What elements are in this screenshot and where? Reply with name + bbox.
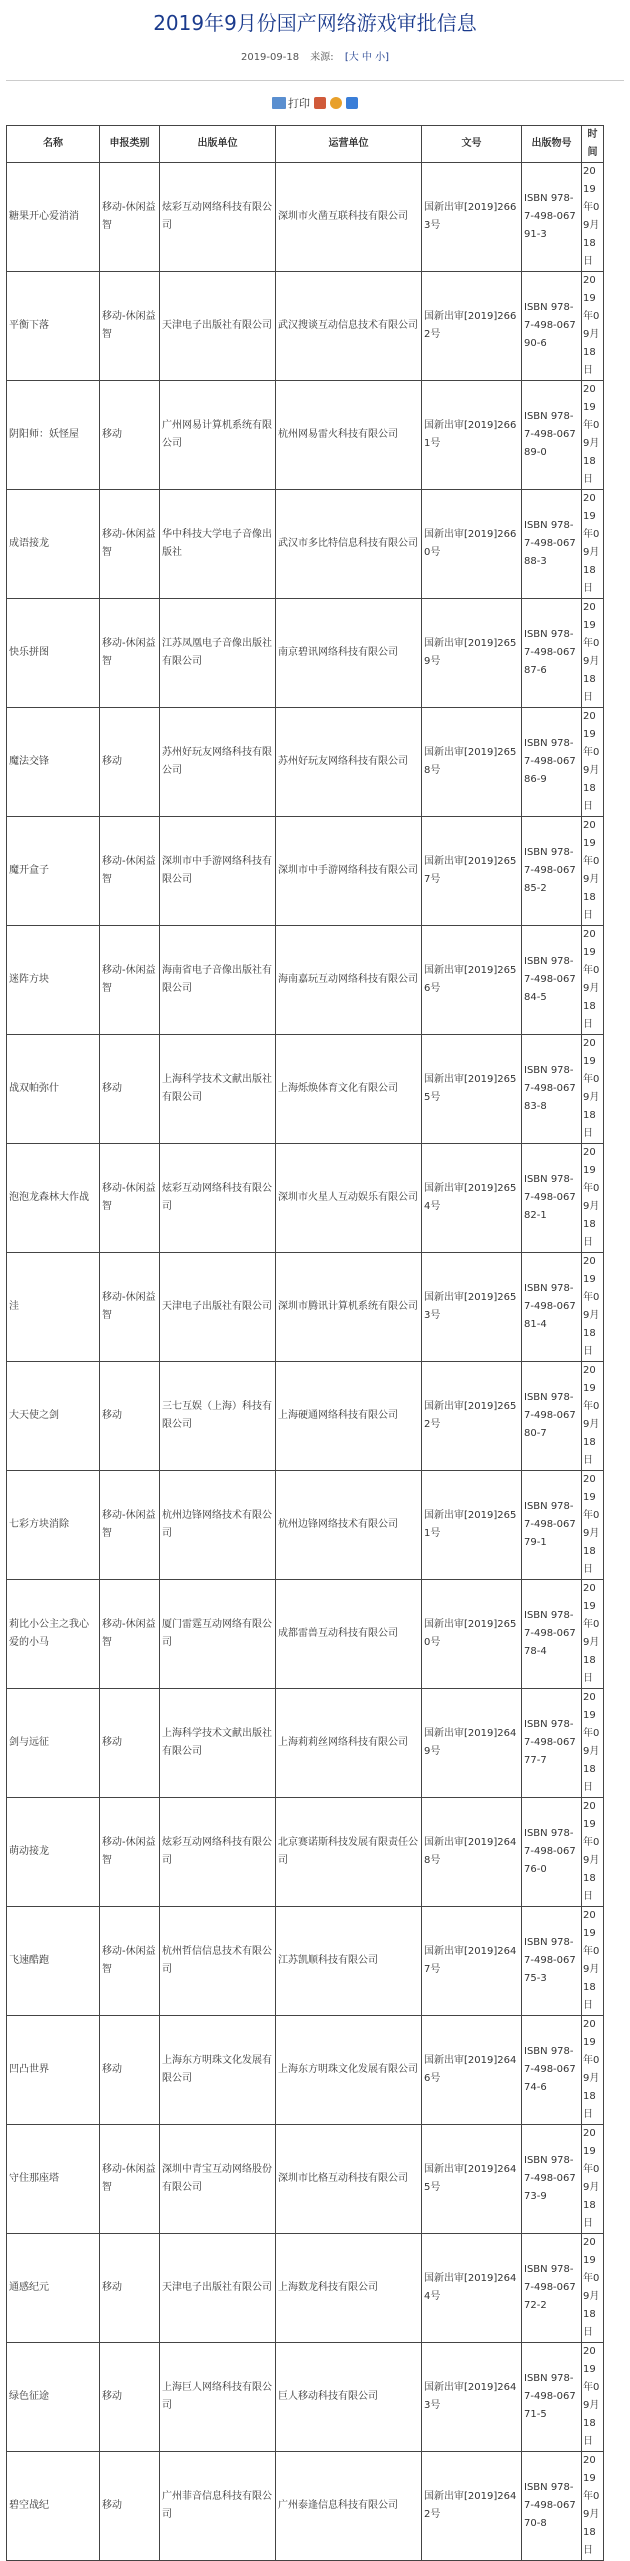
date-cell: 2019年09月18日: [582, 1035, 604, 1144]
date-cell: 2019年09月18日: [582, 381, 604, 490]
operator-cell: 深圳市中手游网络科技有限公司: [276, 817, 422, 926]
approval-table: [6, 125, 604, 2561]
operator-cell: 上海数龙科技有限公司: [276, 2234, 422, 2343]
publisher-cell: 厦门雷霆互动网络有限公司: [160, 1580, 276, 1689]
table-row: [7, 2452, 604, 2561]
category-cell: 移动-休闲益智: [100, 490, 160, 599]
operator-cell: 深圳市火凿互联科技有限公司: [276, 163, 422, 272]
publisher-cell: 华中科技大学电子音像出版社: [160, 490, 276, 599]
isbn-cell: ISBN 978-7-498-06786-9: [522, 708, 582, 817]
date-cell: 2019年09月18日: [582, 1907, 604, 2016]
article-meta: [0, 50, 630, 66]
date-cell: 2019年09月18日: [582, 1580, 604, 1689]
table-row: [7, 2016, 604, 2125]
publisher-cell: 上海科学技术文献出版社有限公司: [160, 1689, 276, 1798]
category-cell: 移动: [100, 2452, 160, 2561]
approval-number-cell: 国新出审[2019]2644号: [422, 2234, 522, 2343]
publisher-cell: 炫彩互动网络科技有限公司: [160, 163, 276, 272]
approval-number-cell: 国新出审[2019]2642号: [422, 2452, 522, 2561]
isbn-cell: ISBN 978-7-498-06779-1: [522, 1471, 582, 1580]
approval-number-cell: 国新出审[2019]2658号: [422, 708, 522, 817]
category-cell: 移动-休闲益智: [100, 926, 160, 1035]
table-row: [7, 1798, 604, 1907]
date-cell: 2019年09月18日: [582, 817, 604, 926]
operator-cell: 巨人移动科技有限公司: [276, 2343, 422, 2452]
isbn-cell: ISBN 978-7-498-06776-0: [522, 1798, 582, 1907]
operator-cell: 深圳市腾讯计算机系统有限公司: [276, 1253, 422, 1362]
date-cell: 2019年09月18日: [582, 490, 604, 599]
isbn-cell: ISBN 978-7-498-06783-8: [522, 1035, 582, 1144]
category-cell: 移动-休闲益智: [100, 1253, 160, 1362]
publisher-cell: 上海科学技术文献出版社有限公司: [160, 1035, 276, 1144]
isbn-cell: ISBN 978-7-498-06785-2: [522, 817, 582, 926]
approval-number-cell: 国新出审[2019]2652号: [422, 1362, 522, 1471]
category-cell: 移动: [100, 2234, 160, 2343]
operator-cell: 上海烁焕体育文化有限公司: [276, 1035, 422, 1144]
isbn-cell: ISBN 978-7-498-06773-9: [522, 2125, 582, 2234]
isbn-cell: ISBN 978-7-498-06784-5: [522, 926, 582, 1035]
category-cell: 移动-休闲益智: [100, 1471, 160, 1580]
date-cell: 2019年09月18日: [582, 2125, 604, 2234]
date-cell: 2019年09月18日: [582, 2343, 604, 2452]
column-header: 出版单位: [160, 126, 276, 163]
category-cell: 移动: [100, 708, 160, 817]
date-cell: 2019年09月18日: [582, 2234, 604, 2343]
operator-cell: 杭州网易雷火科技有限公司: [276, 381, 422, 490]
operator-cell: 南京碧讯网络科技有限公司: [276, 599, 422, 708]
operator-cell: 成都雷兽互动科技有限公司: [276, 1580, 422, 1689]
approval-number-cell: 国新出审[2019]2661号: [422, 381, 522, 490]
publisher-cell: 广州网易计算机系统有限公司: [160, 381, 276, 490]
approval-number-cell: 国新出审[2019]2645号: [422, 2125, 522, 2234]
publisher-cell: 天津电子出版社有限公司: [160, 272, 276, 381]
isbn-cell: ISBN 978-7-498-06782-1: [522, 1144, 582, 1253]
category-cell: 移动-休闲益智: [100, 163, 160, 272]
game-name-cell: 快乐拼图: [7, 599, 100, 708]
game-name-cell: 飞速酷跑: [7, 1907, 100, 2016]
table-row: [7, 2234, 604, 2343]
publisher-cell: 深圳中青宝互动网络股份有限公司: [160, 2125, 276, 2234]
game-name-cell: 通感纪元: [7, 2234, 100, 2343]
date-cell: 2019年09月18日: [582, 272, 604, 381]
isbn-cell: ISBN 978-7-498-06791-3: [522, 163, 582, 272]
publisher-cell: 天津电子出版社有限公司: [160, 2234, 276, 2343]
isbn-cell: ISBN 978-7-498-06778-4: [522, 1580, 582, 1689]
table-row: [7, 1253, 604, 1362]
table-row: [7, 2343, 604, 2452]
operator-cell: 北京赛诺斯科技发展有限责任公司: [276, 1798, 422, 1907]
game-name-cell: 平衡下落: [7, 272, 100, 381]
game-name-cell: 七彩方块消除: [7, 1471, 100, 1580]
publisher-cell: 海南省电子音像出版社有限公司: [160, 926, 276, 1035]
approval-number-cell: 国新出审[2019]2650号: [422, 1580, 522, 1689]
table-row: [7, 708, 604, 817]
operator-cell: 海南嘉玩互动网络科技有限公司: [276, 926, 422, 1035]
approval-number-cell: 国新出审[2019]2643号: [422, 2343, 522, 2452]
game-name-cell: 凹凸世界: [7, 2016, 100, 2125]
column-header: 时间: [582, 126, 604, 163]
category-cell: 移动: [100, 1035, 160, 1144]
game-name-cell: 剑与远征: [7, 1689, 100, 1798]
column-header: 出版物号: [522, 126, 582, 163]
date-cell: 2019年09月18日: [582, 708, 604, 817]
column-header: 申报类别: [100, 126, 160, 163]
date-cell: 2019年09月18日: [582, 1471, 604, 1580]
table-row: [7, 1689, 604, 1798]
game-name-cell: 阴阳师：妖怪屋: [7, 381, 100, 490]
date-cell: 2019年09月18日: [582, 926, 604, 1035]
isbn-cell: ISBN 978-7-498-06770-8: [522, 2452, 582, 2561]
publish-date: 2019-09-18: [240, 52, 300, 63]
table-row: [7, 1580, 604, 1689]
game-name-cell: 绿色征途: [7, 2343, 100, 2452]
game-name-cell: 洼: [7, 1253, 100, 1362]
table-row: [7, 1471, 604, 1580]
game-name-cell: 战双帕弥什: [7, 1035, 100, 1144]
category-cell: 移动: [100, 2016, 160, 2125]
table-row: [7, 272, 604, 381]
column-header: 运营单位: [276, 126, 422, 163]
category-cell: 移动-休闲益智: [100, 1907, 160, 2016]
operator-cell: 杭州边锋网络技术有限公司: [276, 1471, 422, 1580]
table-row: [7, 2125, 604, 2234]
printer-icon: [272, 97, 286, 109]
game-name-cell: 泡泡龙森林大作战: [7, 1144, 100, 1253]
category-cell: 移动: [100, 381, 160, 490]
date-cell: 2019年09月18日: [582, 163, 604, 272]
isbn-cell: ISBN 978-7-498-06777-7: [522, 1689, 582, 1798]
approval-number-cell: 国新出审[2019]2648号: [422, 1798, 522, 1907]
isbn-cell: ISBN 978-7-498-06772-2: [522, 2234, 582, 2343]
category-cell: 移动-休闲益智: [100, 1580, 160, 1689]
operator-cell: 苏州好玩友网络科技有限公司: [276, 708, 422, 817]
approval-number-cell: 国新出审[2019]2660号: [422, 490, 522, 599]
operator-cell: 广州泰逢信息科技有限公司: [276, 2452, 422, 2561]
approval-number-cell: 国新出审[2019]2662号: [422, 272, 522, 381]
print-button[interactable]: [272, 95, 310, 111]
isbn-cell: ISBN 978-7-498-06790-6: [522, 272, 582, 381]
isbn-cell: ISBN 978-7-498-06789-0: [522, 381, 582, 490]
isbn-cell: ISBN 978-7-498-06781-4: [522, 1253, 582, 1362]
share-toolbar: [0, 91, 630, 115]
print-label: 打印: [288, 97, 310, 110]
publisher-cell: 杭州哲信信息技术有限公司: [160, 1907, 276, 2016]
table-header-row: [7, 126, 604, 163]
publisher-cell: 上海东方明珠文化发展有限公司: [160, 2016, 276, 2125]
operator-cell: 上海东方明珠文化发展有限公司: [276, 2016, 422, 2125]
share-icon[interactable]: [314, 97, 326, 109]
category-cell: 移动: [100, 2343, 160, 2452]
date-cell: 2019年09月18日: [582, 2452, 604, 2561]
table-row: [7, 381, 604, 490]
isbn-cell: ISBN 978-7-498-06771-5: [522, 2343, 582, 2452]
game-name-cell: 大天使之剑: [7, 1362, 100, 1471]
table-row: [7, 1362, 604, 1471]
date-cell: 2019年09月18日: [582, 1253, 604, 1362]
page-title: 2019年9月份国产网络游戏审批信息: [153, 11, 477, 35]
column-header: 名称: [7, 126, 100, 163]
game-name-cell: 糖果开心爱消消: [7, 163, 100, 272]
table-row: [7, 1144, 604, 1253]
date-cell: 2019年09月18日: [582, 1689, 604, 1798]
publisher-cell: 江苏凤凰电子音像出版社有限公司: [160, 599, 276, 708]
operator-cell: 上海硬通网络科技有限公司: [276, 1362, 422, 1471]
font-size-switch[interactable]: [大 中 小]: [344, 52, 390, 63]
table-row: [7, 490, 604, 599]
category-cell: 移动: [100, 1689, 160, 1798]
game-name-cell: 魔法交锋: [7, 708, 100, 817]
column-header: 文号: [422, 126, 522, 163]
approval-number-cell: 国新出审[2019]2647号: [422, 1907, 522, 2016]
game-name-cell: 守住那座塔: [7, 2125, 100, 2234]
isbn-cell: ISBN 978-7-498-06787-6: [522, 599, 582, 708]
publisher-cell: 上海巨人网络科技有限公司: [160, 2343, 276, 2452]
date-cell: 2019年09月18日: [582, 2016, 604, 2125]
table-row: [7, 163, 604, 272]
approval-number-cell: 国新出审[2019]2651号: [422, 1471, 522, 1580]
category-cell: 移动: [100, 1362, 160, 1471]
table-row: [7, 926, 604, 1035]
operator-cell: 武汉搜谈互动信息技术有限公司: [276, 272, 422, 381]
category-cell: 移动-休闲益智: [100, 2125, 160, 2234]
publisher-cell: 炫彩互动网络科技有限公司: [160, 1144, 276, 1253]
category-cell: 移动-休闲益智: [100, 817, 160, 926]
publisher-cell: 三七互娱（上海）科技有限公司: [160, 1362, 276, 1471]
game-name-cell: 萌动接龙: [7, 1798, 100, 1907]
isbn-cell: ISBN 978-7-498-06788-3: [522, 490, 582, 599]
publisher-cell: 广州菲音信息科技有限公司: [160, 2452, 276, 2561]
publisher-cell: 杭州边锋网络技术有限公司: [160, 1471, 276, 1580]
approval-number-cell: 国新出审[2019]2649号: [422, 1689, 522, 1798]
isbn-cell: ISBN 978-7-498-06780-7: [522, 1362, 582, 1471]
approval-number-cell: 国新出审[2019]2655号: [422, 1035, 522, 1144]
source-label: 来源:: [310, 52, 334, 63]
operator-cell: 武汉市多比特信息科技有限公司: [276, 490, 422, 599]
table-row: [7, 1907, 604, 2016]
operator-cell: 深圳市火星人互动娱乐有限公司: [276, 1144, 422, 1253]
approval-number-cell: 国新出审[2019]2657号: [422, 817, 522, 926]
table-row: [7, 599, 604, 708]
publisher-cell: 苏州好玩友网络科技有限公司: [160, 708, 276, 817]
weibo-icon[interactable]: [330, 97, 342, 109]
publisher-cell: 天津电子出版社有限公司: [160, 1253, 276, 1362]
plus-share-icon[interactable]: [346, 97, 358, 109]
date-cell: 2019年09月18日: [582, 1362, 604, 1471]
operator-cell: 江苏凯顺科技有限公司: [276, 1907, 422, 2016]
game-name-cell: 魔开盒子: [7, 817, 100, 926]
category-cell: 移动-休闲益智: [100, 1798, 160, 1907]
publisher-cell: 炫彩互动网络科技有限公司: [160, 1798, 276, 1907]
game-name-cell: 碧空战纪: [7, 2452, 100, 2561]
game-name-cell: 成语接龙: [7, 490, 100, 599]
isbn-cell: ISBN 978-7-498-06774-6: [522, 2016, 582, 2125]
approval-number-cell: 国新出审[2019]2663号: [422, 163, 522, 272]
operator-cell: 深圳市比格互动科技有限公司: [276, 2125, 422, 2234]
publisher-cell: 深圳市中手游网络科技有限公司: [160, 817, 276, 926]
approval-number-cell: 国新出审[2019]2654号: [422, 1144, 522, 1253]
isbn-cell: ISBN 978-7-498-06775-3: [522, 1907, 582, 2016]
date-cell: 2019年09月18日: [582, 1144, 604, 1253]
category-cell: 移动-休闲益智: [100, 599, 160, 708]
game-name-cell: 迷阵方块: [7, 926, 100, 1035]
approval-number-cell: 国新出审[2019]2656号: [422, 926, 522, 1035]
date-cell: 2019年09月18日: [582, 599, 604, 708]
approval-number-cell: 国新出审[2019]2659号: [422, 599, 522, 708]
date-cell: 2019年09月18日: [582, 1798, 604, 1907]
game-name-cell: 莉比小公主之我心爱的小马: [7, 1580, 100, 1689]
operator-cell: 上海莉莉丝网络科技有限公司: [276, 1689, 422, 1798]
category-cell: 移动-休闲益智: [100, 272, 160, 381]
category-cell: 移动-休闲益智: [100, 1144, 160, 1253]
table-row: [7, 817, 604, 926]
approval-number-cell: 国新出审[2019]2646号: [422, 2016, 522, 2125]
divider: [6, 80, 624, 81]
approval-number-cell: 国新出审[2019]2653号: [422, 1253, 522, 1362]
table-row: [7, 1035, 604, 1144]
